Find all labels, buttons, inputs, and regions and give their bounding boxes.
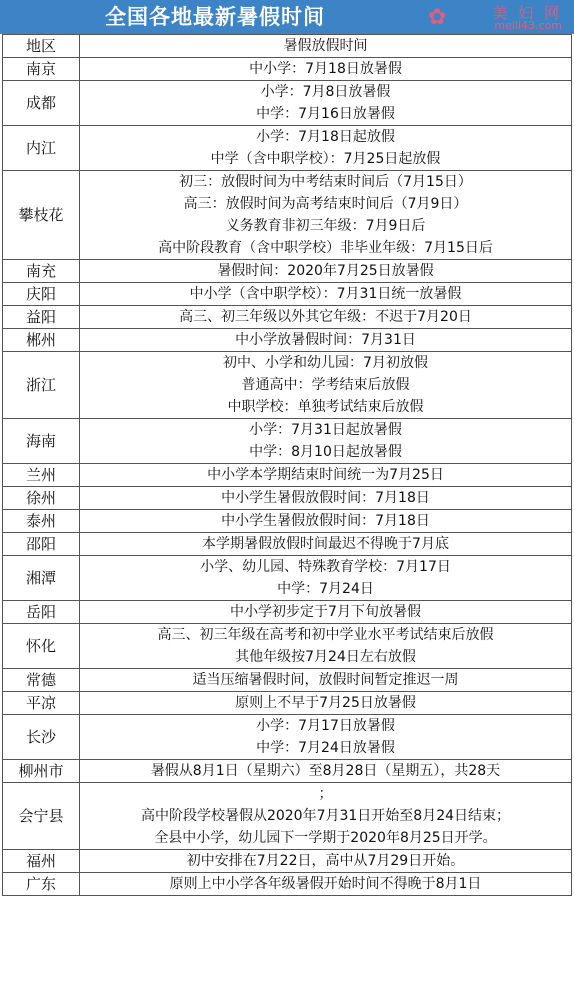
table-row: [3, 760, 572, 783]
holiday-time-cell: [80, 81, 572, 126]
table-row: [3, 329, 572, 352]
table-row: [3, 692, 572, 715]
region-cell: 益阳: [3, 306, 80, 329]
region-cell: 邵阳: [3, 533, 80, 556]
table-row: [3, 487, 572, 510]
region-cell: 南充: [3, 260, 80, 283]
holiday-time-cell: [80, 306, 572, 329]
holiday-time-line: ；: [318, 786, 333, 802]
holiday-time-cell: [80, 171, 572, 260]
holiday-time-line: 普通高中：学考结束后放假: [241, 377, 410, 393]
holiday-time-line: 其他年级按7月24日左右放假: [235, 649, 416, 665]
holiday-time-line: 中小学生暑假放假时间：7月18日: [221, 490, 430, 506]
region-cell: 兰州: [3, 464, 80, 487]
holiday-time-cell: [80, 419, 572, 464]
table-row: [3, 601, 572, 624]
region-cell: 攀枝花: [3, 171, 80, 260]
region-cell: 泰州: [3, 510, 80, 533]
region-cell: 平凉: [3, 692, 80, 715]
holiday-time-line: 小学、幼儿园、特殊教育学校：7月17日: [200, 559, 451, 575]
region-cell: 长沙: [3, 715, 80, 760]
holiday-time-cell: [80, 533, 572, 556]
holiday-time-cell: [80, 126, 572, 171]
table-body: [3, 58, 572, 896]
region-cell: 海南: [3, 419, 80, 464]
holiday-time-line: 全县中小学，幼儿园下一学期于2020年8月25日开学。: [154, 830, 497, 846]
table-row: [3, 81, 572, 126]
table-header-row: [3, 35, 572, 58]
holiday-time-line: 本学期暑假放假时间最迟不得晚于7月底: [202, 536, 449, 552]
holiday-time-line: 高三、初三年级以外其它年级：不迟于7月20日: [179, 309, 472, 325]
region-cell: 浙江: [3, 352, 80, 419]
table-row: [3, 58, 572, 81]
holiday-time-line: 中学（含中职学校）：7月25日起放假: [210, 151, 441, 167]
holiday-time-line: 小学：7月8日放暑假: [260, 84, 391, 100]
region-cell: 内江: [3, 126, 80, 171]
holiday-time-line: 中小学初步定于7月下旬放暑假: [230, 604, 421, 620]
region-cell: 庆阳: [3, 283, 80, 306]
holiday-time-cell: [80, 556, 572, 601]
holiday-time-line: 高中阶段学校暑假从2020年7月31日开始至8月24日结束；: [140, 808, 511, 824]
holiday-time-line: 暑假从8月1日（星期六）至8月28日（星期五），共28天: [150, 763, 501, 779]
holiday-time-cell: [80, 283, 572, 306]
holiday-time-cell: [80, 669, 572, 692]
holiday-time-line: 初三：放假时间为中考结束时间后（7月15日）: [179, 174, 472, 190]
table-row: [3, 260, 572, 283]
holiday-time-cell: [80, 510, 572, 533]
holiday-time-line: 高三、初三年级在高考和初中学业水平考试结束后放假: [157, 627, 494, 643]
region-cell: 成都: [3, 81, 80, 126]
holiday-time-line: 适当压缩暑假时间，放假时间暂定推迟一周: [192, 672, 459, 688]
holiday-time-line: 暑假时间：2020年7月25日放暑假: [217, 263, 434, 279]
holiday-time-cell: [80, 850, 572, 873]
table-row: [3, 850, 572, 873]
holiday-time-cell: [80, 783, 572, 850]
holiday-time-cell: [80, 873, 572, 896]
holiday-time-cell: [80, 260, 572, 283]
holiday-time-line: 中学：7月24日放暑假: [256, 740, 395, 756]
holiday-table: [2, 34, 572, 896]
holiday-time-cell: [80, 352, 572, 419]
table-row: [3, 464, 572, 487]
holiday-time-cell: [80, 715, 572, 760]
holiday-time-cell: [80, 58, 572, 81]
region-cell: 福州: [3, 850, 80, 873]
table-row: [3, 171, 572, 260]
title-banner: [0, 0, 574, 34]
holiday-time-line: 中学：8月10日起放暑假: [249, 444, 402, 460]
table-row: [3, 624, 572, 669]
flower-logo-icon: ✿: [428, 5, 447, 30]
holiday-time-cell: [80, 760, 572, 783]
holiday-time-line: 中学：7月24日: [277, 581, 374, 597]
table-row: [3, 352, 572, 419]
region-cell: 会宁县: [3, 783, 80, 850]
holiday-time-line: 原则上不早于7月25日放暑假: [235, 695, 416, 711]
holiday-time-cell: [80, 329, 572, 352]
table-row: [3, 283, 572, 306]
holiday-time-line: 中职学校：单独考试结束后放假: [227, 399, 424, 415]
holiday-time-line: 小学：7月31日起放暑假: [249, 422, 402, 438]
holiday-time-cell: [80, 487, 572, 510]
region-cell: 广东: [3, 873, 80, 896]
holiday-time-line: 中小学放暑假时间：7月31日: [235, 332, 416, 348]
region-cell: 怀化: [3, 624, 80, 669]
region-cell: 常德: [3, 669, 80, 692]
table-row: [3, 306, 572, 329]
holiday-time-cell: [80, 624, 572, 669]
table-row: [3, 533, 572, 556]
region-cell: 柳州市: [3, 760, 80, 783]
table-row: [3, 126, 572, 171]
table-row: [3, 873, 572, 896]
region-cell: 湘潭: [3, 556, 80, 601]
table-row: [3, 510, 572, 533]
holiday-time-cell: [80, 464, 572, 487]
region-cell: 徐州: [3, 487, 80, 510]
holiday-time-line: 中小学（含中职学校）：7月31日统一放暑假: [189, 286, 462, 302]
table-row: [3, 715, 572, 760]
table-row: [3, 783, 572, 850]
holiday-time-line: 中小学本学期结束时间统一为7月25日: [207, 467, 444, 483]
watermark-url: meili43.com: [494, 19, 562, 32]
table-row: [3, 556, 572, 601]
holiday-time-line: 中小学生暑假放假时间：7月18日: [221, 513, 430, 529]
table-row: [3, 669, 572, 692]
region-cell: 南京: [3, 58, 80, 81]
page-title: 全国各地最新暑假时间: [105, 5, 325, 29]
header-time: 暑假放假时间: [80, 35, 572, 58]
holiday-time-line: 小学：7月18日起放假: [256, 129, 395, 145]
holiday-time-line: 高三：放假时间为高考结束时间后（7月9日）: [183, 196, 468, 212]
holiday-time-line: 中小学：7月18日放暑假: [249, 61, 402, 77]
holiday-time-line: 中学：7月16日放暑假: [256, 106, 395, 122]
holiday-time-cell: [80, 601, 572, 624]
header-region: 地区: [3, 35, 80, 58]
holiday-time-line: 原则上中小学各年级暑假开始时间不得晚于8月1日: [169, 876, 482, 892]
holiday-time-cell: [80, 692, 572, 715]
holiday-time-line: 小学：7月17日放暑假: [256, 718, 395, 734]
holiday-time-line: 高中阶段教育（含中职学校）非毕业年级：7月15日后: [158, 240, 493, 256]
region-cell: 岳阳: [3, 601, 80, 624]
watermark: [418, 2, 568, 34]
holiday-time-line: 义务教育非初三年级：7月9日后: [225, 218, 426, 234]
holiday-time-line: 初中、小学和幼儿园：7月初放假: [223, 355, 428, 371]
region-cell: 郴州: [3, 329, 80, 352]
watermark-brand: 美 妇 网: [492, 4, 562, 22]
table-row: [3, 419, 572, 464]
holiday-time-line: 初中安排在7月22日，高中从7月29日开始。: [186, 853, 465, 869]
